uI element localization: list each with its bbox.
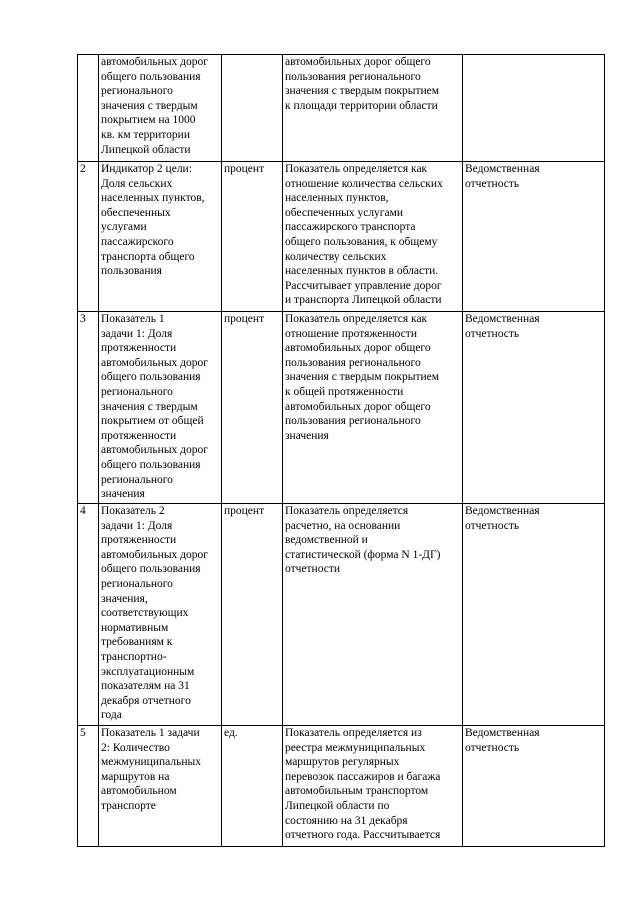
method-cell: Показатель определяется как отношение протяженности автомобильных дорог общего пользования регионального значения с твердым покрытием к общей протяженности автомобильных дорог общего пользования регионального значения xyxy=(283,312,463,504)
unit-cell: ед. xyxy=(222,726,283,847)
indicators-table xyxy=(77,54,605,847)
row-number: 4 xyxy=(78,504,99,726)
indicator-name: Индикатор 2 цели: Доля сельских населенных пунктов, обеспеченных услугами пассажирского транспорта общего пользования xyxy=(99,162,222,312)
unit-cell xyxy=(222,55,283,162)
table-row xyxy=(78,312,605,504)
method-cell: автомобильных дорог общего пользования регионального значения с твердым покрытием к площади территории области xyxy=(283,55,463,162)
indicator-name: Показатель 1 задачи 2: Количество межмуниципальных маршрутов на автомобильном транспорте xyxy=(99,726,222,847)
unit-cell: процент xyxy=(222,504,283,726)
indicator-name: автомобильных дорог общего пользования регионального значения с твердым покрытием на 1000 кв. км территории Липецкой области xyxy=(99,55,222,162)
method-cell: Показатель определяется расчетно, на основании ведомственной и статистической (форма N 1-ДГ) отчетности xyxy=(283,504,463,726)
method-cell: Показатель определяется из реестра межмуниципальных маршрутов регулярных перевозок пассажиров и багажа автомобильным транспортом Липецкой области по состоянию на 31 декабря отчетного года. Рассчитывается xyxy=(283,726,463,847)
row-number: 3 xyxy=(78,312,99,504)
indicator-name: Показатель 1 задачи 1: Доля протяженности автомобильных дорог общего пользования регионального значения с твердым покрытием от общей протяженности автомобильных дорог общего пользования регионального значения xyxy=(99,312,222,504)
table-row xyxy=(78,726,605,847)
source-cell: Ведомственная отчетность xyxy=(463,312,605,504)
table-row xyxy=(78,55,605,162)
method-cell: Показатель определяется как отношение количества сельских населенных пунктов, обеспеченных услугами пассажирского транспорта общего пользования, к общему количеству сельских населенных пунктов в области. Рассчитывает управление дорог и транспорта Липецкой области xyxy=(283,162,463,312)
source-cell xyxy=(463,55,605,162)
row-number xyxy=(78,55,99,162)
unit-cell: процент xyxy=(222,312,283,504)
source-cell: Ведомственная отчетность xyxy=(463,504,605,726)
source-cell: Ведомственная отчетность xyxy=(463,726,605,847)
table-row xyxy=(78,162,605,312)
table-row xyxy=(78,504,605,726)
indicator-name: Показатель 2 задачи 1: Доля протяженности автомобильных дорог общего пользования регионального значения, соответствующих нормативным требованиям к транспортно- эксплуатационным показателям на 31 декабря отчетного года xyxy=(99,504,222,726)
unit-cell: процент xyxy=(222,162,283,312)
row-number: 2 xyxy=(78,162,99,312)
row-number: 5 xyxy=(78,726,99,847)
source-cell: Ведомственная отчетность xyxy=(463,162,605,312)
